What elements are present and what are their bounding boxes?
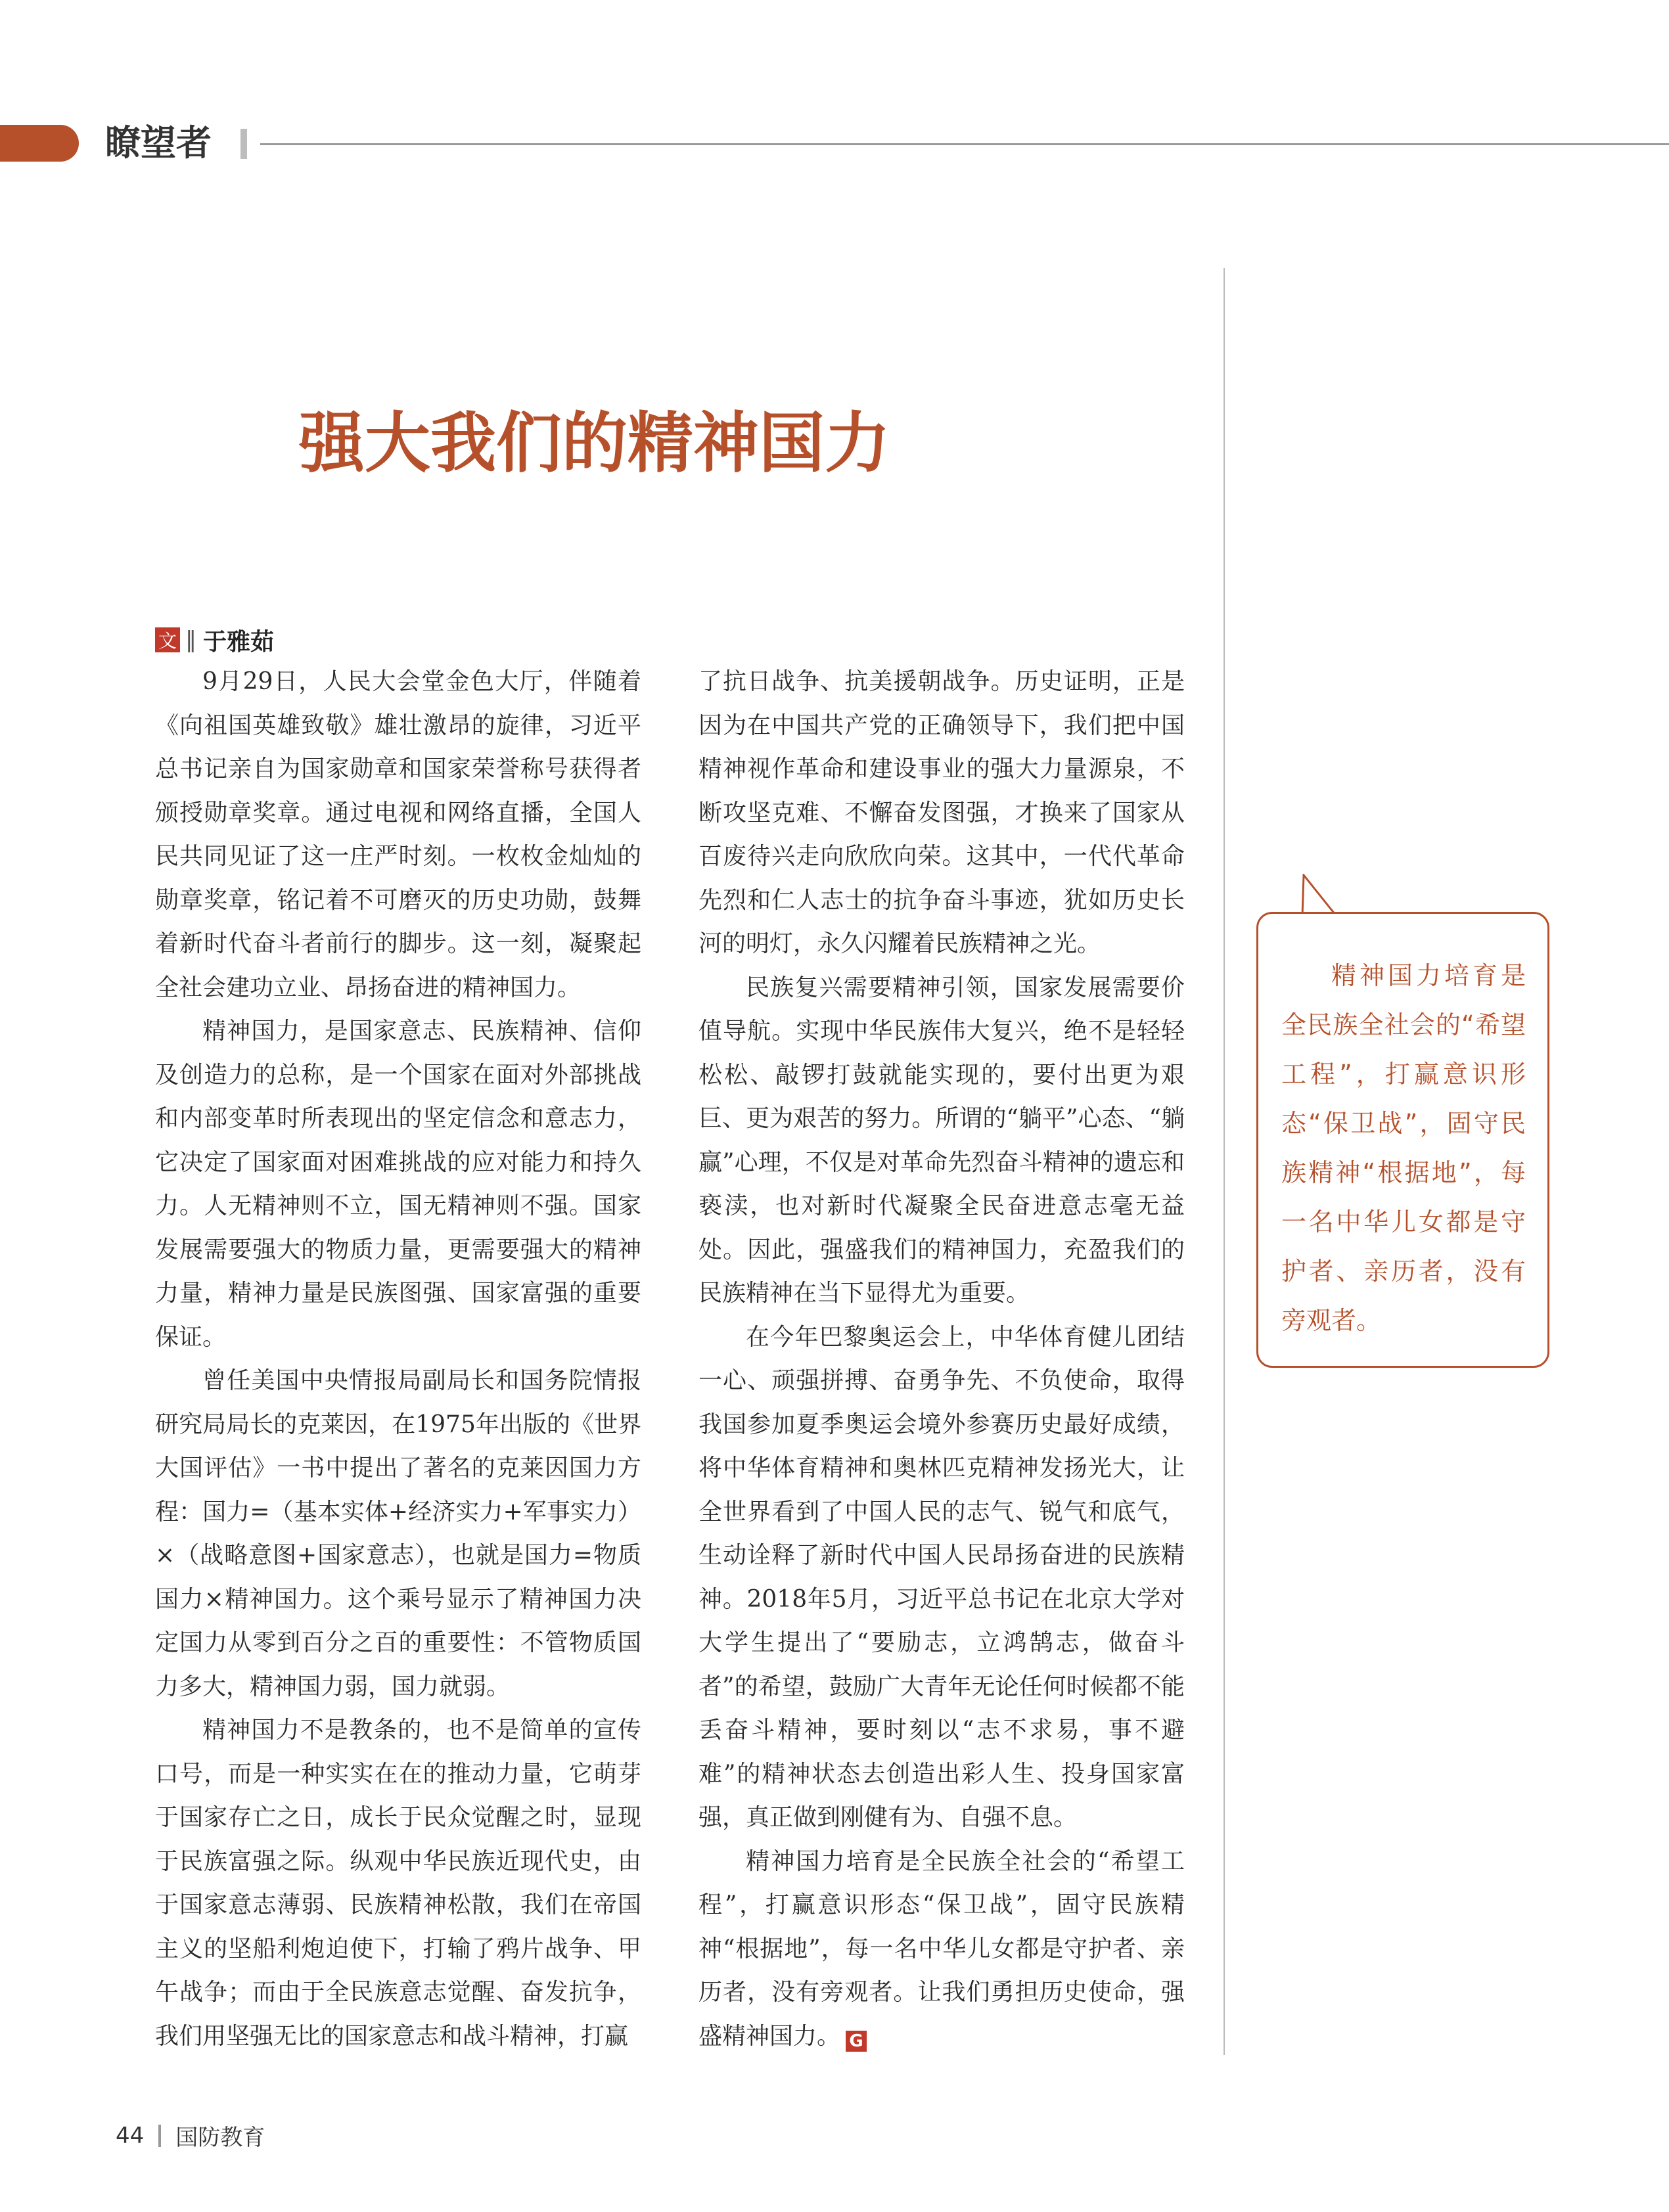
byline-separator: ‖ [185,627,196,653]
author-name: 于雅茹 [203,628,275,656]
article-column-1 [155,660,641,2058]
header-separator [240,129,247,159]
header-rule [260,143,1669,145]
paragraph: 精神国力，是国家意志、民族精神、信仰及创造力的总称，是一个国家在面对外部挑战和内部变革时所表现出的坚定信念和意志力，它决定了国家面对困难挑战的应对能力和持久力。人无精神则不立，国无精神则不强。国家发展需要强大的物质力量，更需要强大的精神力量，精神力量是民族图强、国家富强的重要保证。 [155,1018,641,1351]
paragraph: 9月29日，人民大会堂金色大厅，伴随着《向祖国英雄致敬》雄壮激昂的旋律，习近平总书记亲自为国家勋章和国家荣誉称号获得者颁授勋章奖章。通过电视和网络直播，全国人民共同见证了这一庄严时刻。一枚枚金灿灿的勋章奖章，铭记着不可磨灭的历史功勋，鼓舞着新时代奋斗者前行的脚步。这一刻，凝聚起全社会建功立业、昂扬奋进的精神国力。 [155,668,641,1001]
paragraph-text: 精神国力培育是全民族全社会的“希望工程”，打赢意识形态“保卫战”，固守民族精神“根据地”，每一名中华儿女都是守护者、亲历者，没有旁观者。让我们勇担历史使命，强盛精神国力。 [698,1847,1185,2050]
end-mark-icon: G [846,2031,867,2052]
paragraph: 了抗日战争、抗美援朝战争。历史证明，正是因为在中国共产党的正确领导下，我们把中国精神视作革命和建设事业的强大力量源泉，不断攻坚克难、不懈奋发图强，才换来了国家从百废待兴走向欣欣向荣。这其中，一代代革命先烈和仁人志士的抗争奋斗事迹，犹如历史长河的明灯，永久闪耀着民族精神之光。 [698,668,1185,957]
magazine-name: 国防教育 [175,2125,265,2151]
pull-quote-text: 精神国力培育是全民族全社会的“希望工程”，打赢意识形态“保卫战”，固守民族精神“根据地”，每一名中华儿女都是守护者、亲历者，没有旁观者。 [1281,961,1526,1335]
callout-pointer [1300,874,1339,916]
byline [155,627,275,656]
section-label: 瞭望者 [105,122,212,164]
paragraph: 曾任美国中央情报局副局长和国务院情报研究局局长的克莱因，在1975年出版的《世界大国评估》一书中提出了著名的克莱因国力方程：国力=（基本实体+经济实力+军事实力）×（战略意图+国家意志），也就是国力=物质国力×精神国力。这个乘号显示了精神国力决定国力从零到百分之百的重要性：不管物质国力多大，精神国力弱，国力就弱。 [155,1367,641,1700]
footer-separator [158,2125,161,2147]
paragraph-final [698,1840,1185,2059]
byline-mark: 文 [155,627,180,652]
article-title: 强大我们的精神国力 [299,405,890,482]
column-divider [1223,268,1225,2055]
page-footer [116,2119,265,2152]
paragraph: 精神国力不是教条的，也不是简单的宣传口号，而是一种实实在在的推动力量，它萌芽于国家存亡之日，成长于民众觉醒之时，显现于民族富强之际。纵观中华民族近现代史，由于国家意志薄弱、民族精神松散，我们在帝国主义的坚船利炮迫使下，打输了鸦片战争、甲午战争；而由于全民族意志觉醒、奋发抗争，我们用坚强无比的国家意志和战斗精神，打赢 [155,1717,641,2050]
paragraph: 民族复兴需要精神引领，国家发展需要价值导航。实现中华民族伟大复兴，绝不是轻轻松松、敲锣打鼓就能实现的，要付出更为艰巨、更为艰苦的努力。所谓的“躺平”心态、“躺赢”心理，不仅是对革命先烈奋斗精神的遗忘和亵渎，也对新时代凝聚全民奋进意志毫无益处。因此，强盛我们的精神国力，充盈我们的民族精神在当下显得尤为重要。 [698,974,1185,1307]
article-column-2 [698,660,1185,2058]
section-tab-marker [0,125,79,162]
page-number: 44 [116,2122,145,2149]
paragraph: 在今年巴黎奥运会上，中华体育健儿团结一心、顽强拼搏、奋勇争先、不负使命，取得我国参加夏季奥运会境外参赛历史最好成绩，将中华体育精神和奥林匹克精神发扬光大，让全世界看到了中国人民的志气、锐气和底气，生动诠释了新时代中国人民昂扬奋进的民族精神。2018年5月，习近平总书记在北京大学对大学生提出了“要励志，立鸿鹄志，做奋斗者”的希望，鼓励广大青年无论任何时候都不能丢奋斗精神，要时刻以“志不求易，事不避难”的精神状态去创造出彩人生、投身国家富强，真正做到刚健有为、自强不息。 [698,1323,1185,1831]
